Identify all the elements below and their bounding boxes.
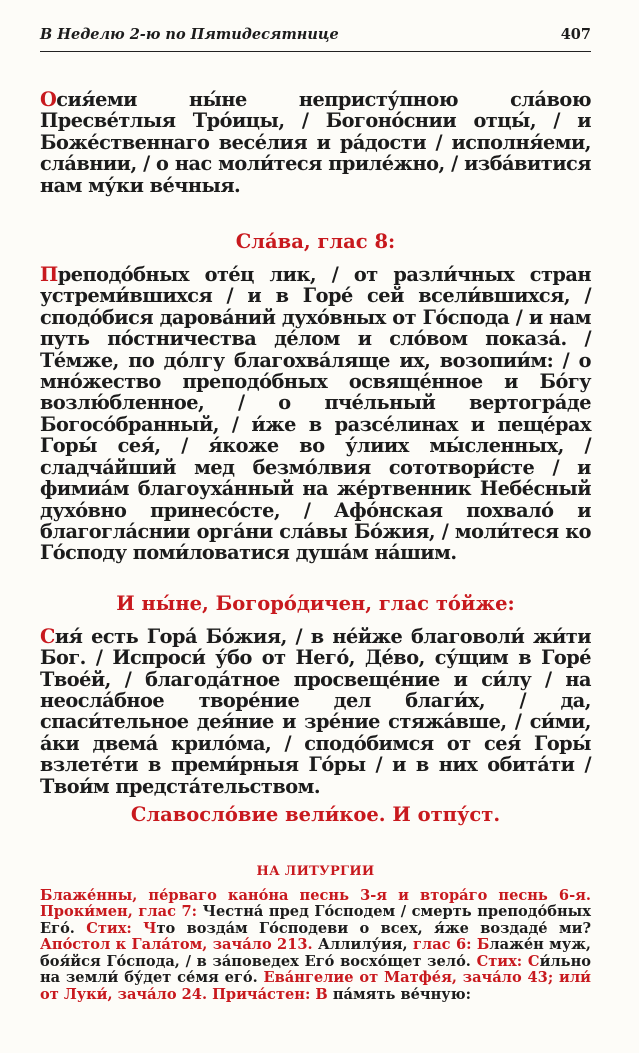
initial-letter: О [40,88,57,111]
running-title: В Неделю 2-ю по Пятидесятнице [40,26,339,43]
prokimen-text: Честна́ пред Го́сподем / смерть преподо́бных Его́. [40,903,592,937]
liturgy-rubrics [40,888,591,1004]
page-header [40,26,591,43]
alliluia-text: Аллилу́ия, [312,936,413,954]
page-number: 407 [560,26,591,43]
rubric-stih: Стих: Ч [86,919,157,937]
liturgy-heading: НА ЛИТУРГИИ [256,863,375,879]
initial-letter: С [40,624,55,648]
initial-letter: П [40,263,58,287]
rubric-glas: глас 6: Б [412,936,490,954]
stichera-prepodobnyh [40,264,591,564]
rubric-stih-2: Стих: С [476,952,540,970]
stichera-text: реподо́бных оте́ц лик, / от разли́чных стран устреми́вшихся / и в Горе́ сей всели́вшихся, / сподо́бися дарова́ний духо́вных от Го́спода / и нам путь по́стничества де́лом и сло́вом показа́. / Те́мже, по до́лгу благохва́ляще их, возопии́м: / о мно́жество преподо́бных освяще́нное и Бо́гу возлю́бленное, / о пче́льный вертогра́де Богосо́бранный, / и́же в разсе́линах и пеще́рах Горы́ сея́, / я́коже во у́лиих мы́сленных, / сладча́йший мед безмо́лвия сототвори́сте / и фимиа́м благоуха́нный на же́ртвенник Небе́сный духо́вно принесо́сте, / Афо́нская похвало́ и благогла́снии орга́ни сла́вы Бо́жия, / моли́теся ко Го́споду поми́ловатися душа́м на́шим. [40,263,591,565]
alliluia-verse: лаже́н муж, боя́йся Го́спода, / в за́поведех Его́ восхо́щет зело́. [40,936,592,970]
stichera-osiyaemi [40,89,591,196]
stih-2-text: и́льно на земли́ бу́дет се́мя его́. [40,952,591,987]
stichera-text: сия́еми ны́не непристу́пною сла́вою Пресве́тлыя Тро́ицы, / Богоно́снии отцы́, / и Боже́ственнаго весе́лия и ра́дости / исполня́еми, сла́внии, / о нас моли́теся приле́жно, / изба́витися нам му́ки ве́чныя. [40,88,591,197]
stih-text: то возда́м Го́сподеви о всех, я́же воздаде́ ми? [156,919,591,937]
i-nyne-heading: И ны́не, Богоро́дичен, глас то́йже: [116,591,515,615]
prichasten-text: па́мять ве́чную: [327,985,471,1003]
slavoslovie-heading: Славосло́вие вели́кое. И отпу́ст. [130,802,501,826]
theotokion-text: ия́ есть Гора́ Бо́жия, / в не́йже благоволи́ жи́ти Бог. / Испроси́ у́бо от Него́, Де́во, су́щим в Горе́ Твое́й, / благода́тное просвеще́ние и си́лу / на неосла́бное творе́ние дел благи́х, / да, спаси́тельное дея́ние и зре́ние стяжа́вше, / си́ми, а́ки двема́ крило́ма, / сподо́бимся от сея́ Горы́ взлете́ти в преми́рныя Го́ры / и в них обита́ти / Твои́м предста́тельством. [40,624,591,798]
theotokion [40,626,591,797]
rubric-blazhenny-prokimen: Блаже́нны, пе́рваго кано́на песнь 3-я и втора́го песнь 6-я. Проки́мен, глас 7: [40,886,591,921]
header-rule [40,51,591,52]
slava-heading: Сла́ва, глас 8: [235,230,396,254]
rubric-evangelie-prichasten: Ева́нгелие от Матфе́я, зача́ло 43; или́ от Луки́, зача́ло 24. Прича́стен: В [40,969,591,1003]
rubric-apostol: Апо́стол к Гала́том, зача́ло 213. [40,936,313,954]
